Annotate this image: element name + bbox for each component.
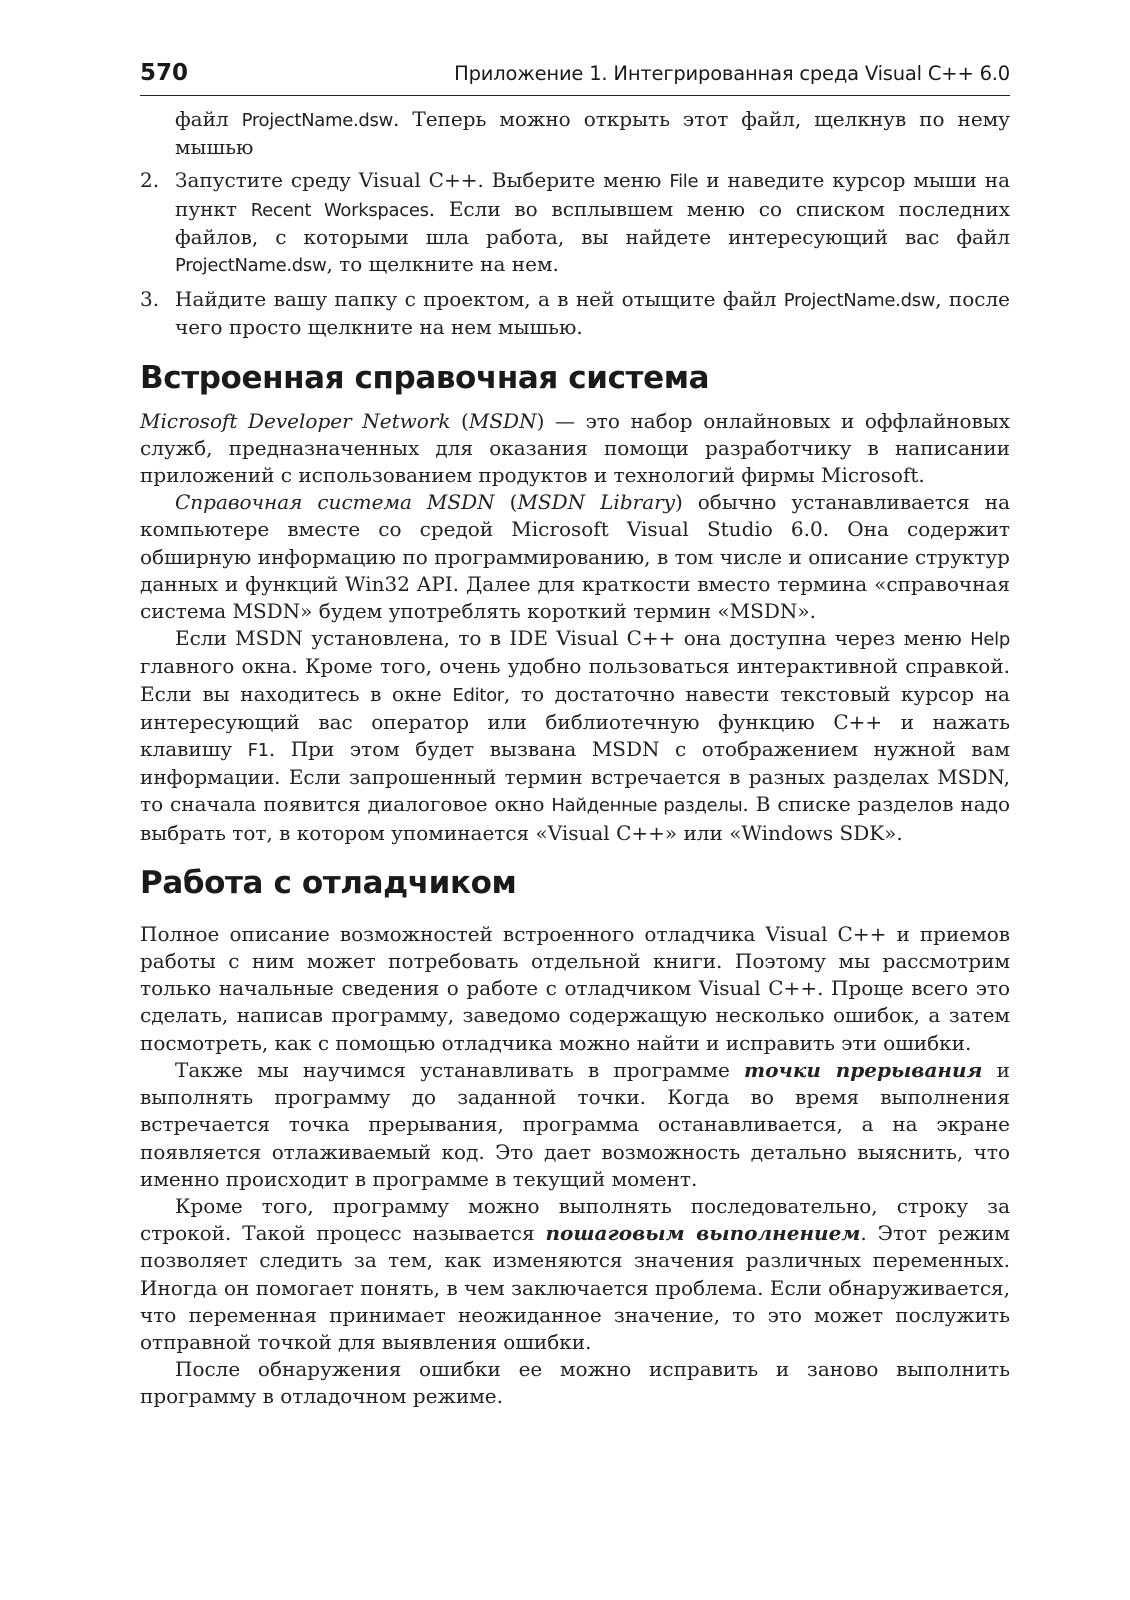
- section-heading-debugger: Работа с отладчиком: [140, 864, 517, 901]
- paragraph-msdn-usage: Если MSDN установлена, то в IDE Visual C++ она доступна через меню Help главного окна. Кроме того, очень удобно пользоваться интерактивной справкой. Если вы находитесь в окне Editor, то достаточно навести текстовый курсор на интересующий вас оператор или библиотечную функцию C++ и нажать клавишу F1. При этом будет вызвана MSDN с отображением нужной вам информации. Если запрошенный термин встречается в разных разделах MSDN, то сначала появится диалоговое окно Найденные разделы. В списке разделов надо выбрать тот, в котором упоминается «Visual C++» или «Windows SDK».: [140, 626, 1010, 845]
- paragraph-debugger-intro: Полное описание возможностей встроенного отладчика Visual C++ и приемов работы с ним может потребовать отдельной книги. Поэтому мы рассмотрим только начальные сведения о работе с отладчиком Visual C++. Проще всего это сделать, написав программу, заведомо содержащую несколько ошибок, а затем посмотреть, как с помощью отладчика можно найти и исправить эти ошибки.: [140, 921, 1010, 1055]
- list-number: 2.: [140, 168, 160, 193]
- paragraph-breakpoints: Также мы научимся устанавливать в программе точки прерывания и выполнять программу до заданной точки. Когда во время выполнения встречается точка прерывания, программа останавливается, а на экране появляется отлаживаемый код. Это дает возможность детально выяснить, что именно происходит в программе в текущий момент.: [140, 1057, 1011, 1191]
- book-page: [140, 60, 1010, 1411]
- code-filename: ProjectName.dsw: [175, 255, 327, 277]
- code-f1-key: F1: [247, 740, 269, 762]
- list-item: [140, 286, 1010, 341]
- code-filename: ProjectName.dsw: [783, 290, 936, 312]
- code-menu-file: File: [669, 171, 699, 193]
- running-title: Приложение 1. Интегрированная среда Visual C++ 6.0: [454, 62, 1010, 85]
- paragraph-fix-errors: После обнаружения ошибки ее можно исправить и заново выполнить программу в отладочном режиме.: [140, 1357, 1010, 1409]
- code-help-menu: Help: [970, 629, 1010, 651]
- paragraph-msdn-library: Справочная система MSDN (MSDN Library) обычно устанавливается на компьютере вместе со средой Microsoft Visual Studio 6.0. Она содержит обширную информацию по программированию, в том числе и описание структур данных и функций Win32 API. Далее для краткости вместо термина «справочная система MSDN» будем употреблять короткий термин «MSDN».: [140, 490, 1010, 624]
- code-recent-workspaces: Recent Workspaces: [250, 199, 429, 221]
- paragraph-step-execution: Кроме того, программу можно выполнять последовательно, строку за строкой. Такой процесс называется пошаговым выполнением. Этот режим позволяет следить за тем, как изменяются значения различных переменных. Иногда он помогает понять, в чем заключается проблема. Если обнаруживается, что переменная принимает неожиданное значение, то это может послужить отправной точкой для выявления ошибки.: [140, 1193, 1010, 1354]
- list-item: [140, 167, 1010, 279]
- list-number: 3.: [140, 287, 160, 312]
- page-header: [140, 60, 1010, 96]
- list-item-text: Запустите среду Visual C++. Выберите меню File и наведите курсор мыши на пункт Recent Workspaces. Если во всплывшем меню со списком последних файлов, с которыми шла работа, вы найдете интересующий вас файл ProjectName.dsw, то щелкните на нем.: [175, 168, 1011, 277]
- page-number: 570: [140, 60, 189, 86]
- numbered-list: [140, 167, 1010, 341]
- paragraph-msdn-definition: Microsoft Developer Network (MSDN) — это набор онлайновых и оффлайновых служб, предназначенных для оказания помощи разработчику в написании приложений с использованием продуктов и технологий фирмы Microsoft.: [140, 408, 1010, 488]
- code-filename: ProjectName.dsw: [241, 110, 394, 131]
- code-found-topics-dialog: Найденные разделы: [551, 795, 743, 817]
- intro-paragraph: файл ProjectName.dsw. Теперь можно открыть этот файл, щелкнув по нему мышью: [175, 107, 1010, 160]
- section-heading-builtin-help: Встроенная справочная система: [140, 359, 710, 396]
- code-editor-window: Editor: [452, 684, 504, 706]
- list-item-text: Найдите вашу папку с проектом, а в ней отыщите файл ProjectName.dsw, после чего просто щелкните на нем мышью.: [175, 287, 1010, 340]
